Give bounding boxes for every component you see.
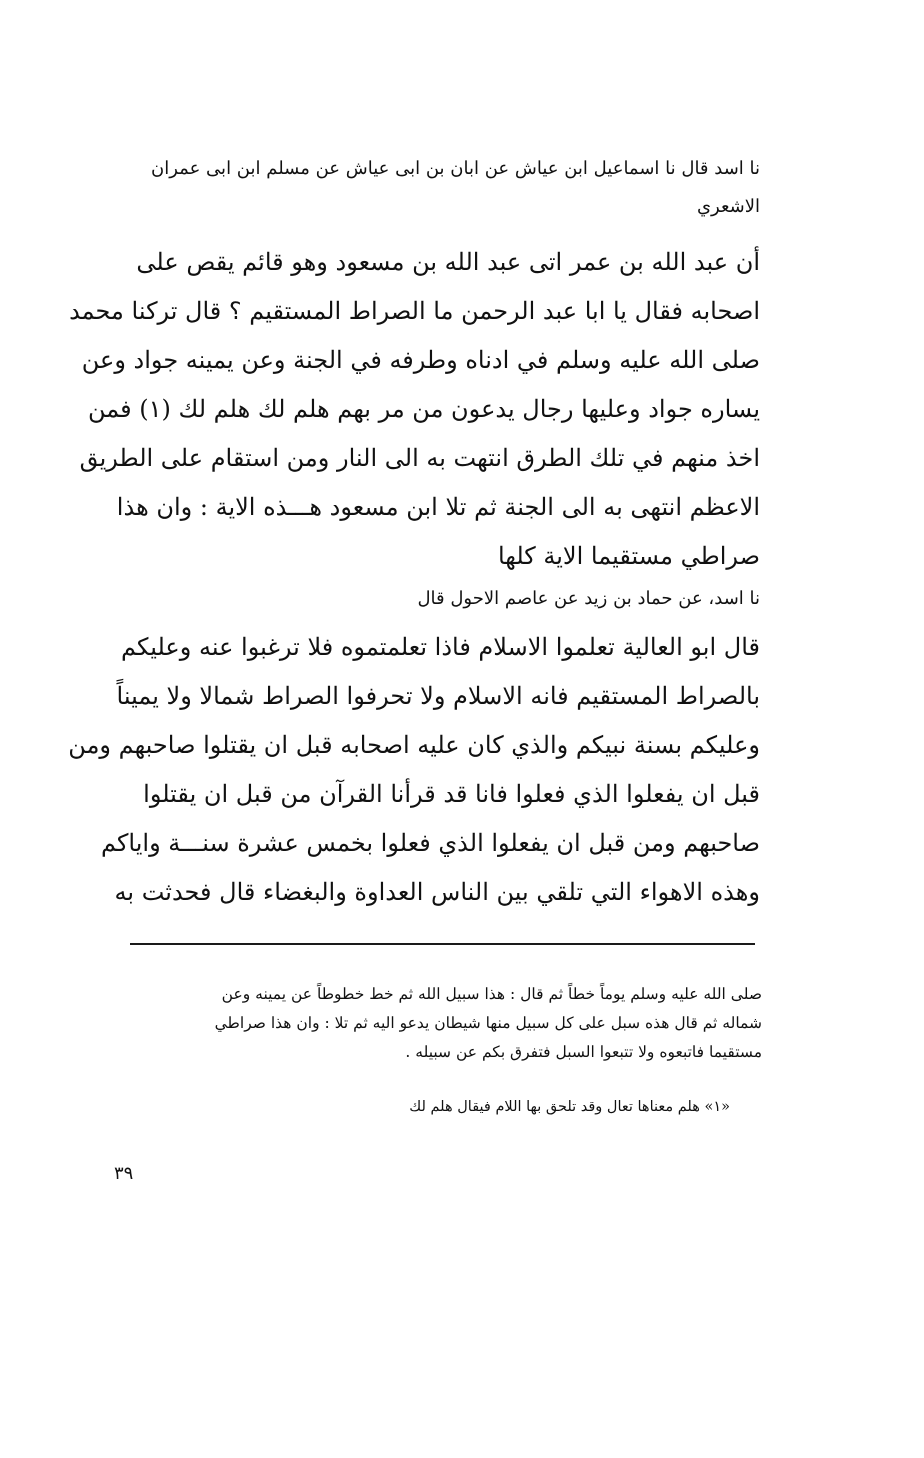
text-line: بالصراط المستقيم فانه الاسلام ولا تحرفوا الصراط شمالا ولا يميناً [116, 682, 760, 710]
text-line: صلى الله عليه وسلم يوماً خطاً ثم قال : هذا سبيل الله ثم خط خطوطاً عن يمينه وعن [221, 985, 762, 1003]
footnote-continuation [110, 980, 762, 1067]
text-line: أن عبد الله بن عمر اتى عبد الله بن مسعود وهو قائم يقص على [136, 248, 760, 276]
text-line: صاحبهم ومن قبل ان يفعلوا الذي فعلوا بخمس عشرة سنـــة واياكم [101, 829, 760, 857]
paragraph-1 [69, 238, 760, 581]
page-number: ٣٩ [114, 1163, 134, 1184]
text-line: يساره جواد وعليها رجال يدعون من مر بهم هلم لك هلم لك (١) فمن [88, 395, 760, 423]
text-line: صلى الله عليه وسلم في ادناه وطرفه في الجنة وعن يمينه جواد وعن [81, 346, 760, 374]
text-line: وهذه الاهواء التي تلقي بين الناس العداوة والبغضاء قال فحدثت به [114, 878, 760, 906]
paragraph-2 [68, 623, 760, 917]
text-line: نا اسد، عن حماد بن زيد عن عاصم الاحول قال [417, 588, 760, 609]
text-line: اخذ منهم في تلك الطرق انتهت به الى النار ومن استقام على الطريق [79, 444, 760, 472]
isnad-chain-1 [110, 150, 760, 226]
text-line: وعليكم بسنة نبيكم والذي كان عليه اصحابه قبل ان يقتلوا صاحبهم ومن [68, 731, 760, 759]
text-line: صراطي مستقيما الاية كلها [497, 542, 760, 570]
text-line: الاعظم انتهى به الى الجنة ثم تلا ابن مسعود هـــذه الاية : وان هذا [116, 493, 760, 521]
footnote-divider [130, 943, 755, 945]
text-line: قبل ان يفعلوا الذي فعلوا فانا قد قرأنا القرآن من قبل ان يقتلوا [143, 780, 760, 808]
text-line: شماله ثم قال هذه سبل على كل سبيل منها شيطان يدعو اليه ثم تلا : وان هذا صراطي [214, 1014, 762, 1032]
text-line: قال ابو العالية تعلموا الاسلام فاذا تعلمتموه فلا ترغبوا عنه وعليكم [121, 633, 760, 661]
isnad-chain-2 [160, 580, 760, 618]
text-line: اصحابه فقال يا ابا عبد الرحمن ما الصراط المستقيم ؟ قال تركنا محمد [69, 297, 760, 325]
text-line: الاشعري [696, 196, 760, 217]
footnote-1 [300, 1093, 730, 1122]
text-line: نا اسد قال نا اسماعيل ابن عياش عن ابان بن ابى عياش عن مسلم ابن ابى عمران [151, 158, 760, 179]
text-line: مستقيما فاتبعوه ولا تتبعوا السبل فتفرق بكم عن سبيله . [405, 1043, 762, 1061]
text-line: «١» هلم معناها تعال وقد تلحق بها اللام فيقال هلم لك [409, 1099, 730, 1115]
